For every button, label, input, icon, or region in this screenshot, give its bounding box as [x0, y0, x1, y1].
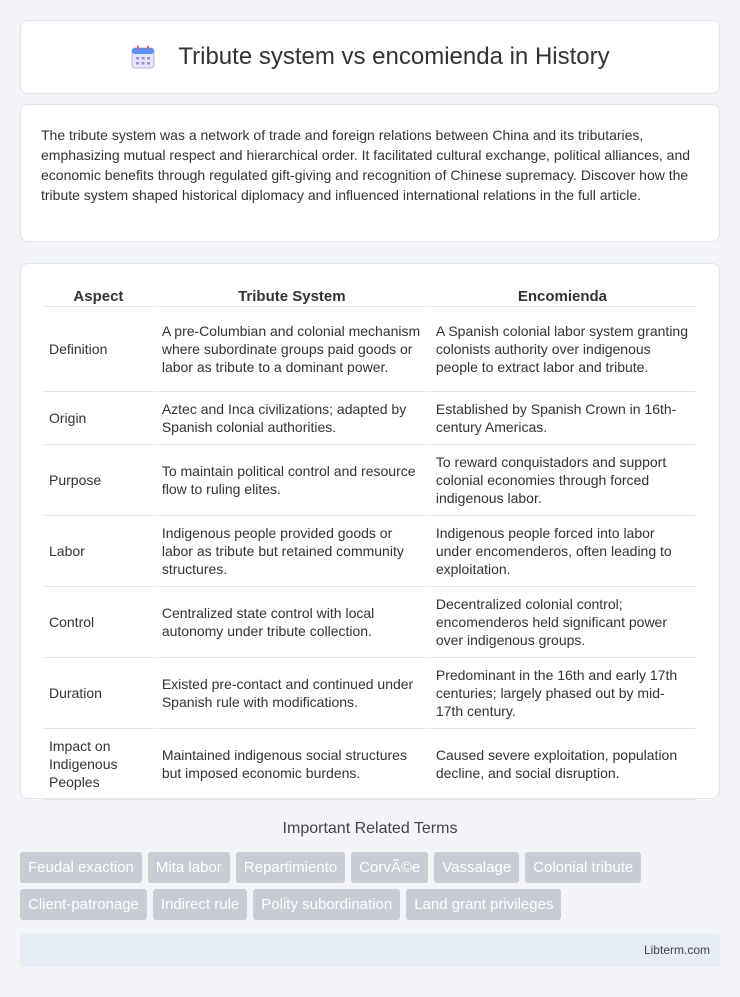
related-term-tag[interactable]: Colonial tribute — [525, 852, 641, 883]
encomienda-cell: A Spanish colonial labor system granting colonists authority over indigenous people to extract labor and tribute. — [430, 307, 695, 392]
encomienda-cell: Indigenous people forced into labor under encomenderos, often leading to exploitation. — [430, 516, 695, 587]
encomienda-cell: Predominant in the 16th and early 17th centuries; largely phased out by mid-17th century. — [430, 658, 695, 729]
comparison-table-card — [20, 263, 720, 799]
related-term-tag[interactable]: Mita labor — [148, 852, 230, 883]
aspect-cell: Purpose — [43, 445, 154, 516]
table-row — [43, 307, 695, 392]
tribute-cell: A pre-Columbian and colonial mechanism where subordinate groups paid goods or labor as tribute to a dominant power. — [156, 307, 428, 392]
aspect-cell: Duration — [43, 658, 154, 729]
comparison-table — [41, 284, 697, 800]
related-term-tag[interactable]: Indirect rule — [153, 889, 247, 920]
related-term-tag[interactable]: CorvÃ©e — [351, 852, 428, 883]
column-header-encomienda: Encomienda — [430, 284, 695, 307]
related-term-tag[interactable]: Feudal exaction — [20, 852, 142, 883]
intro-text: The tribute system was a network of trade and foreign relations between China and its tributaries, emphasizing mutual respect and hierarchical order. It facilitated cultural exchange, political alliances, and economic benefits through regulated gift-giving and recognition of Chinese supremacy. Discover how the tribute system shaped historical diplomacy and influenced international relations in the full article. — [41, 127, 691, 203]
related-term-tag[interactable]: Client-patronage — [20, 889, 147, 920]
related-terms-row — [20, 889, 720, 920]
encomienda-cell: Established by Spanish Crown in 16th-century Americas. — [430, 392, 695, 445]
related-term-tag[interactable]: Repartimiento — [236, 852, 345, 883]
footer-site-link[interactable]: Libterm.com — [643, 943, 710, 957]
footer — [20, 934, 720, 967]
aspect-cell: Labor — [43, 516, 154, 587]
related-term-tag[interactable]: Vassalage — [434, 852, 519, 883]
table-row — [43, 392, 695, 445]
related-terms-row — [20, 852, 720, 883]
table-row — [43, 516, 695, 587]
encomienda-cell: Decentralized colonial control; encomenderos held significant power over indigenous groups. — [430, 587, 695, 658]
tribute-cell: Centralized state control with local autonomy under tribute collection. — [156, 587, 428, 658]
column-header-tribute-system: Tribute System — [156, 284, 428, 307]
intro-card — [20, 104, 720, 242]
aspect-cell: Definition — [43, 307, 154, 392]
aspect-cell: Origin — [43, 392, 154, 445]
table-row — [43, 658, 695, 729]
table-row — [43, 587, 695, 658]
calendar-icon — [130, 44, 156, 70]
related-terms-title: Important Related Terms — [282, 820, 458, 837]
tribute-cell: Maintained indigenous social structures but imposed economic burdens. — [156, 729, 428, 800]
encomienda-cell: To reward conquistadors and support colonial economies through forced indigenous labor. — [430, 445, 695, 516]
tribute-cell: To maintain political control and resource flow to ruling elites. — [156, 445, 428, 516]
header-card — [20, 20, 720, 94]
table-row — [43, 445, 695, 516]
encomienda-cell: Caused severe exploitation, population decline, and social disruption. — [430, 729, 695, 800]
column-header-aspect: Aspect — [43, 284, 154, 307]
tribute-cell: Aztec and Inca civilizations; adapted by Spanish colonial authorities. — [156, 392, 428, 445]
related-terms-list — [20, 852, 720, 920]
related-term-tag[interactable]: Land grant privileges — [406, 889, 561, 920]
tribute-cell: Indigenous people provided goods or labor as tribute but retained community structures. — [156, 516, 428, 587]
aspect-cell: Impact on Indigenous Peoples — [43, 729, 154, 800]
tribute-cell: Existed pre-contact and continued under Spanish rule with modifications. — [156, 658, 428, 729]
table-header-row — [43, 284, 695, 307]
page-title: Tribute system vs encomienda in History — [178, 43, 610, 70]
related-term-tag[interactable]: Polity subordination — [253, 889, 400, 920]
table-row — [43, 729, 695, 800]
aspect-cell: Control — [43, 587, 154, 658]
